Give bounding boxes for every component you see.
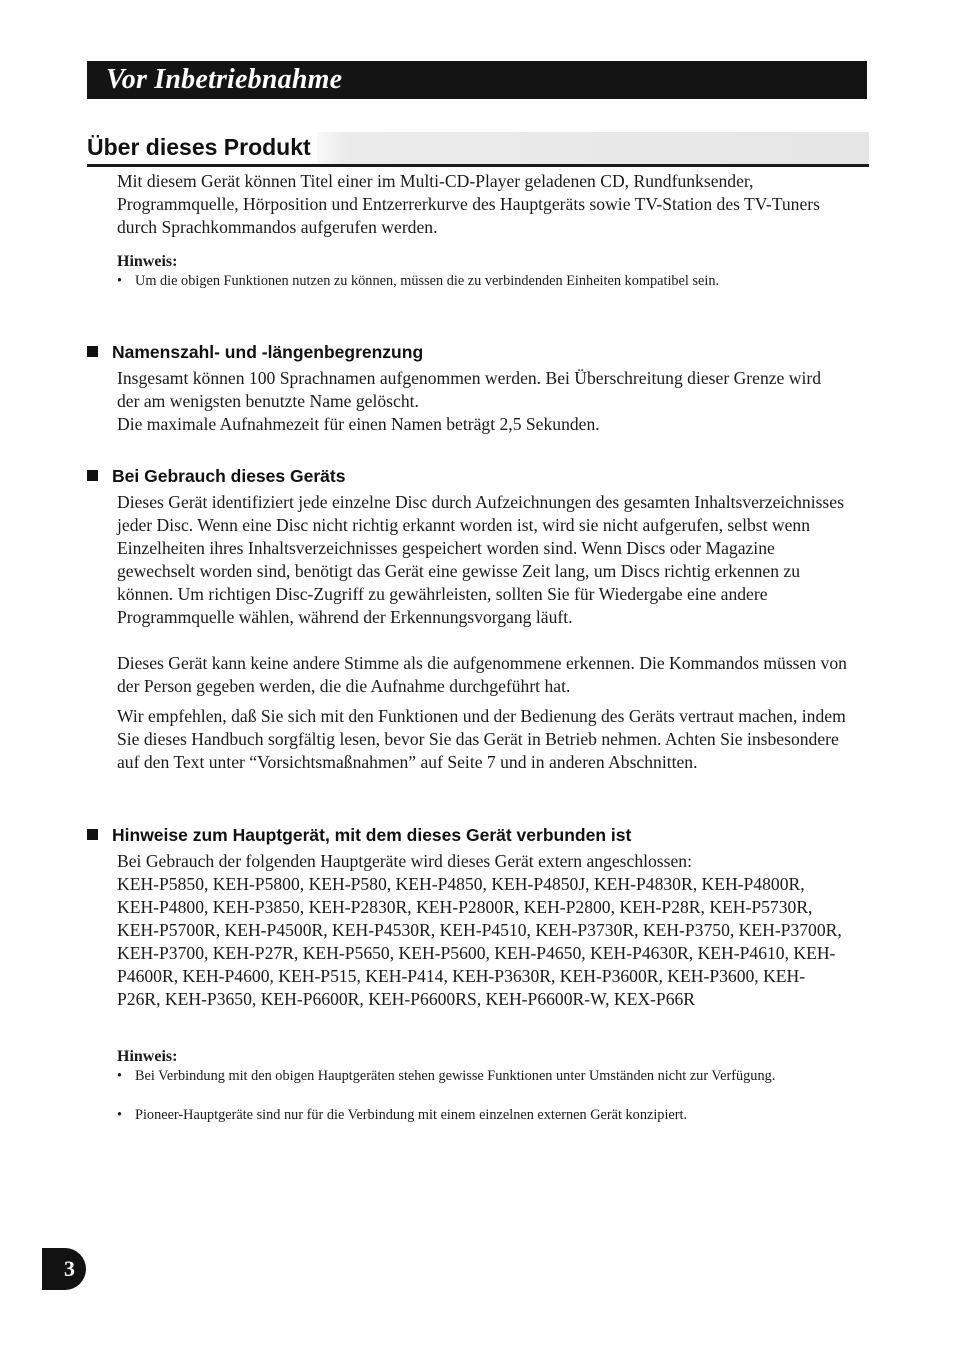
section-title: Über dieses Produkt (87, 132, 317, 162)
paragraph: Dieses Gerät kann keine andere Stimme als die aufgenommene erkennen. Die Kommandos müssen von der Person gegeben werden, die die Aufnahme durchgeführt hat. (117, 653, 847, 697)
note-label: Hinweis: (117, 1048, 178, 1065)
square-bullet-icon (87, 829, 98, 840)
note-item (117, 272, 845, 292)
bullet-icon: • (117, 1068, 123, 1084)
subsection-title: Namenszahl- und -längenbegrenzung (112, 342, 424, 362)
section-heading (87, 132, 869, 167)
square-bullet-icon (87, 470, 98, 481)
paragraph: Insgesamt können 100 Sprachnamen aufgenommen werden. Bei Überschreitung dieser Grenze wird der am wenigsten benutzte Name gelöscht. (117, 368, 822, 412)
note-text: Bei Verbindung mit den obigen Hauptgeräten stehen gewisse Funktionen unter Umständen nicht zur Verfügung. (135, 1068, 776, 1084)
page-number: 3 (64, 1256, 75, 1281)
subsection-heading (87, 464, 345, 488)
subsection-heading (87, 340, 423, 364)
chapter-title: Vor Inbetriebnahme (106, 64, 343, 95)
intro-paragraph: Mit diesem Gerät können Titel einer im Multi-CD-Player geladenen CD, Rundfunksender, Programmquelle, Hörposition und Entzerrerkurve des Hauptgeräts sowie TV-Station des TV-Tuners durch Sprachkommandos aufgerufen werden. (117, 171, 820, 238)
paragraph: Die maximale Aufnahmezeit für einen Namen beträgt 2,5 Sekunden. (117, 414, 600, 434)
subsection-title: Hinweise zum Hauptgerät, mit dem dieses Gerät verbunden ist (112, 825, 632, 845)
paragraph: Bei Gebrauch der folgenden Hauptgeräte wird dieses Gerät extern angeschlossen: (117, 851, 692, 871)
note-text: Um die obigen Funktionen nutzen zu können, müssen die zu verbindenden Einheiten kompatibel sein. (135, 273, 720, 289)
note-item (117, 1106, 845, 1126)
square-bullet-icon (87, 346, 98, 357)
page-number-tab (42, 1248, 86, 1290)
note-text: Pioneer-Hauptgeräte sind nur für die Verbindung mit einem einzelnen externen Gerät konzipiert. (135, 1107, 688, 1123)
note-item (117, 1067, 845, 1087)
subsection-heading (87, 823, 631, 847)
paragraph: Dieses Gerät identifiziert jede einzelne Disc durch Aufzeichnungen des gesamten Inhaltsverzeichnisses jeder Disc. Wenn eine Disc nicht richtig erkannt worden ist, wird sie nicht aufgerufen, selbst wenn Einzelheiten ihres Inhaltsverzeichnisses gespeichert worden sind. Wenn Discs oder Magazine gewechselt worden sind, benötigt das Gerät eine gewisse Zeit lang, um Discs richtig erkennen zu können. Um richtigen Disc-Zugriff zu gewährleisten, sollten Sie für Wiedergabe eine andere Programmquelle wählen, während der Erkennungsvorgang läuft. (117, 492, 844, 628)
subsection-title: Bei Gebrauch dieses Geräts (112, 466, 346, 486)
note-label: Hinweis: (117, 253, 178, 270)
model-list: KEH-P5850, KEH-P5800, KEH-P580, KEH-P4850, KEH-P4850J, KEH-P4830R, KEH-P4800R, KEH-P4800, KEH-P3850, KEH-P2830R, KEH-P2800R, KEH-P2800, KEH-P28R, KEH-P5730R, KEH-P5700R, KEH-P4500R, KEH-P4530R, KEH-P4510, KEH-P3730R, KEH-P3750, KEH-P3700R, KEH-P3700, KEH-P27R, KEH-P5650, KEH-P5600, KEH-P4650, KEH-P4630R, KEH-P4610, KEH-P4600R, KEH-P4600, KEH-P515, KEH-P414, KEH-P3630R, KEH-P3600R, KEH-P3600, KEH-P26R, KEH-P3650, KEH-P6600R, KEH-P6600RS, KEH-P6600R-W, KEX-P66R (117, 874, 842, 1010)
bullet-icon: • (117, 273, 123, 289)
bullet-icon: • (117, 1107, 123, 1123)
paragraph: Wir empfehlen, daß Sie sich mit den Funktionen und der Bedienung des Geräts vertraut machen, indem Sie dieses Handbuch sorgfältig lesen, bevor Sie das Gerät in Betrieb nehmen. Achten Sie insbesondere auf den Text unter “Vorsichtsmaßnahmen” auf Seite 7 und in anderen Abschnitten. (117, 706, 846, 773)
chapter-banner (87, 61, 867, 99)
